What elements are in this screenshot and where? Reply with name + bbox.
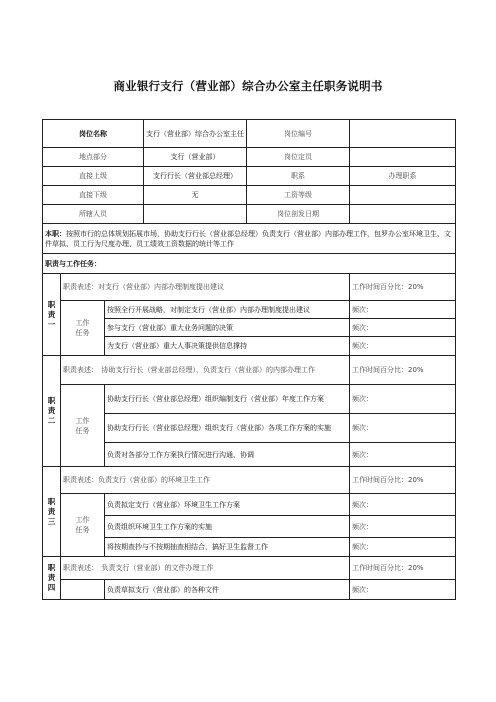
series-value: 办理职系 <box>350 167 456 186</box>
duty-1-task-3: 为支行（营业部）重大人事决策提供信息撑持 <box>105 337 350 356</box>
duty-2-task-label: 工作 任务 <box>61 385 105 467</box>
duty-4-label: 职 责 四 <box>43 557 61 600</box>
subordinate-label: 直接下级 <box>43 186 144 205</box>
duty-2-desc-row <box>43 356 456 385</box>
duty-4-task-row <box>43 580 456 600</box>
duty-4-time: 工作时间百分比：20% <box>350 557 456 580</box>
duty-3-task-label: 工作 任务 <box>61 494 105 557</box>
duty-1-task-row <box>43 301 456 319</box>
analysis-date-value <box>350 205 456 224</box>
staff-value <box>144 205 247 224</box>
superior-value: 支行行长（营业部总经理） <box>144 167 247 186</box>
basic-row-4 <box>43 186 456 205</box>
duty-3-desc: 职责表述：负责支行（营业部）的环境卫生工作 <box>61 467 350 494</box>
duty-2-time: 工作时间百分比：20% <box>350 356 456 385</box>
duty-2-label: 职 责 二 <box>43 356 61 467</box>
summary-label: 本职： <box>45 229 66 238</box>
duty-2-task-3-freq: 频次： <box>350 443 456 467</box>
duty-3-desc-row <box>43 467 456 494</box>
job-description-table <box>42 119 456 600</box>
duty-1-task-3-freq: 频次： <box>350 337 456 356</box>
duty-1-task-1: 按照全行开展战略，对制定支行（营业部）内部办理制度提出建议 <box>105 301 350 319</box>
duty-2-task-1-freq: 频次： <box>350 385 456 414</box>
duty-3-task-2: 负责组织环境卫生工作方案的实施 <box>105 516 350 538</box>
headcount-value <box>350 148 456 167</box>
duty-1-task-1-freq: 频次： <box>350 301 456 319</box>
staff-label: 所辖人员 <box>43 205 144 224</box>
basic-row-1 <box>43 120 456 148</box>
salary-value <box>350 186 456 205</box>
duty-1-task-row <box>43 319 456 337</box>
basic-row-5 <box>43 205 456 224</box>
duty-4-task-label <box>61 580 105 600</box>
duty-3-label: 职 责 三 <box>43 467 61 557</box>
duty-3-task-2-freq: 频次： <box>350 516 456 538</box>
duty-3-task-3-freq: 频次： <box>350 538 456 557</box>
duty-3-task-1: 负责拟定支行（营业部）环境卫生工作方案 <box>105 494 350 516</box>
basic-row-2 <box>43 148 456 167</box>
duty-3-time: 工作时间百分比：20% <box>350 467 456 494</box>
duty-2-desc: 职责表述： 协助支行行长（营业部总经理），负责支行（营业部）的内部办理工作 <box>61 356 350 385</box>
duty-3-task-3: 将按期查抄与不按期抽查相结合，搞好卫生监督工作 <box>105 538 350 557</box>
duty-2-task-row <box>43 443 456 467</box>
duty-2-task-2-freq: 频次： <box>350 414 456 443</box>
summary-text: 按照市行的总体规划拓展市场，协助支行行长（营业部总经理）负责支行（营业部）内部办理工作，包罗办公室环境卫生、文件草拟、员工行为尺度办理、员工绩效工资数据的统计等工作 <box>45 229 451 248</box>
headcount-label: 岗位定员 <box>247 148 350 167</box>
summary-cell <box>43 224 456 254</box>
position-name-value: 支行（营业部）综合办公室主任 <box>144 120 247 148</box>
duty-2-task-2: 协助支行行长（营业部总经理）组织支行（营业部）各项工作方案的实施 <box>105 414 350 443</box>
position-name-label: 岗位名称 <box>43 120 144 148</box>
duties-header-row <box>43 254 456 274</box>
duty-1-task-label: 工作 任务 <box>61 301 105 356</box>
duties-header: 职责与工作任务： <box>43 254 456 274</box>
series-label: 职系 <box>247 167 350 186</box>
duty-1-task-2-freq: 频次： <box>350 319 456 337</box>
duty-1-label: 职 责 一 <box>43 274 61 356</box>
duty-2-task-1: 协助支行行长（营业部总经理）组织编制支行（营业部）年度工作方案 <box>105 385 350 414</box>
document-title: 商业银行支行（营业部）综合办公室主任职务说明书 <box>113 79 383 93</box>
analysis-date-label: 岗位剖发日期 <box>247 205 350 224</box>
basic-row-3 <box>43 167 456 186</box>
duty-1-desc-row <box>43 274 456 301</box>
duty-4-task-1-freq: 频次： <box>350 580 456 600</box>
duty-4-desc: 职责表述： 负责支行（营业部）的文件办理工作 <box>61 557 350 580</box>
duty-4-desc-row <box>43 557 456 580</box>
duty-3-task-1-freq: 频次： <box>350 494 456 516</box>
salary-label: 工资等级 <box>247 186 350 205</box>
duty-1-task-2: 参与支行（营业部）重大业务问题的决策 <box>105 319 350 337</box>
duty-3-task-row <box>43 516 456 538</box>
duty-3-task-row <box>43 494 456 516</box>
duty-2-task-3: 负责对各部分工作方案执行情况进行沟通、协调 <box>105 443 350 467</box>
location-value: 支行（营业部） <box>144 148 247 167</box>
duty-1-desc: 职责表述：对支行（营业部）内部办理制度提出建议 <box>61 274 350 301</box>
duty-2-task-row <box>43 414 456 443</box>
superior-label: 直接上级 <box>43 167 144 186</box>
location-label: 地点部分 <box>43 148 144 167</box>
duty-1-time: 工作时间百分比：20% <box>350 274 456 301</box>
position-code-label: 岗位编号 <box>247 120 350 148</box>
duty-3-task-row <box>43 538 456 557</box>
position-code-value <box>350 120 456 148</box>
duty-4-task-1: 负责草拟支行（营业部）的各种文件 <box>105 580 350 600</box>
subordinate-value: 无 <box>144 186 247 205</box>
duty-1-task-row <box>43 337 456 356</box>
summary-row <box>43 224 456 254</box>
duty-2-task-row <box>43 385 456 414</box>
